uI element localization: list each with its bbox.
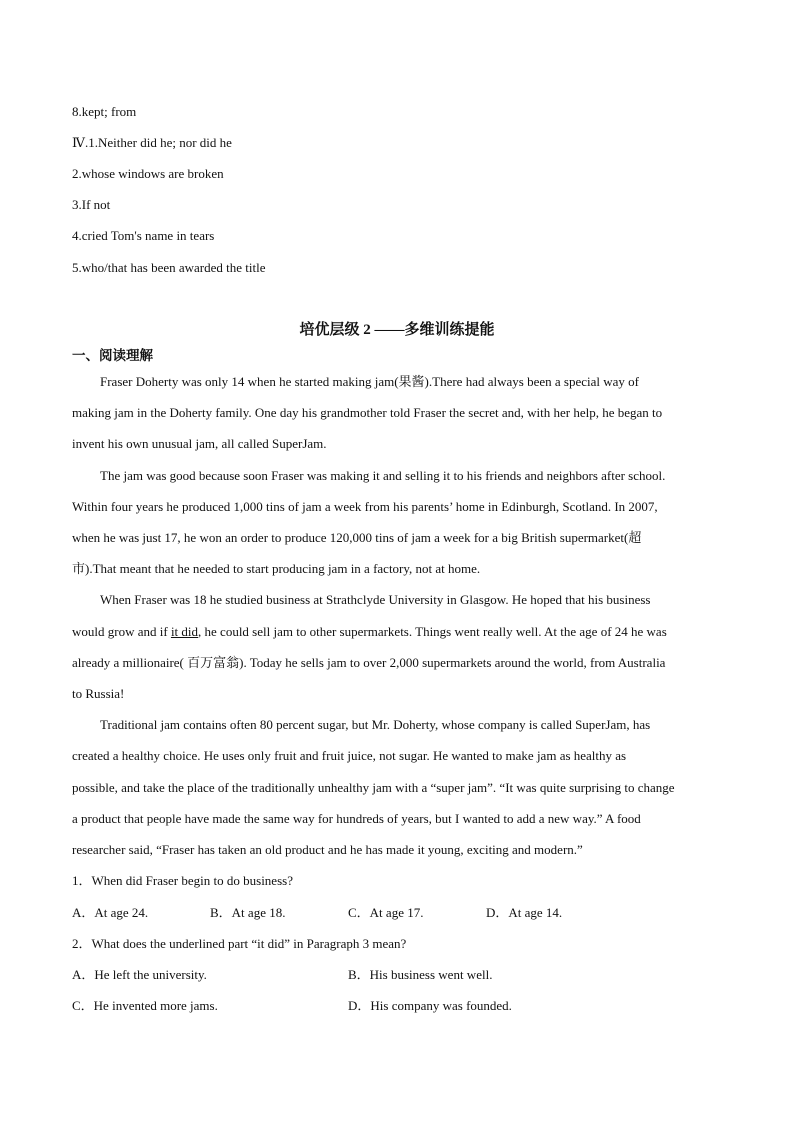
passage-line: already a millionaire( 百万富翁). Today he sells jam to over 2,000 supermarkets around the world, from Australia [72, 655, 666, 670]
answer-line: Ⅳ.1.Neither did he; nor did he [72, 135, 232, 150]
passage-text: , he could sell jam to other supermarkets. Things went really well. At the age of 24 he was [198, 624, 667, 639]
passage-text: would grow and if [72, 624, 171, 639]
passage-line: a product that people have made the same way for hundreds of years, but I wanted to add a new way.” A food [72, 811, 641, 826]
answer-line: 5.who/that has been awarded the title [72, 260, 266, 275]
passage-line: invent his own unusual jam, all called SuperJam. [72, 436, 327, 451]
passage-line: researcher said, “Fraser has taken an old product and he has made it young, exciting and modern.” [72, 842, 583, 857]
passage-line: 市).That meant that he needed to start producing jam in a factory, not at home. [72, 561, 481, 576]
answer-line: 3.If not [72, 197, 111, 212]
answer-line: 8.kept; from [72, 104, 137, 119]
passage-line: Traditional jam contains often 80 percent sugar, but Mr. Doherty, whose company is called SuperJam, has [100, 717, 651, 732]
option-b[interactable]: B．His business went well. [348, 967, 493, 982]
option-d[interactable]: D．His company was founded. [348, 998, 512, 1013]
option-d[interactable]: D．At age 14. [486, 905, 563, 920]
passage-line: making jam in the Doherty family. One day his grandmother told Fraser the secret and, with her help, he began to [72, 405, 663, 420]
section-title: 一、阅读理解 [72, 348, 153, 363]
answer-line: 4.cried Tom's name in tears [72, 228, 215, 243]
passage-line: when he was just 17, he won an order to produce 120,000 tins of jam a week for a big British supermarket(超 [72, 530, 642, 545]
question-stem: 2．What does the underlined part “it did” in Paragraph 3 mean? [72, 936, 407, 951]
passage-line: created a healthy choice. He uses only fruit and fruit juice, not sugar. He wanted to make jam as healthy as [72, 748, 627, 763]
passage-line: Fraser Doherty was only 14 when he started making jam(果酱).There had always been a special way of [100, 374, 639, 389]
option-c[interactable]: C．He invented more jams. [72, 998, 218, 1013]
passage-line: to Russia! [72, 686, 125, 701]
passage-line: The jam was good because soon Fraser was making it and selling it to his friends and neighbors after school. [100, 468, 666, 483]
passage-line: Within four years he produced 1,000 tins of jam a week from his parents’ home in Edinburgh, Scotland. In 2007, [72, 499, 658, 514]
underlined-phrase: it did [170, 624, 199, 639]
answer-line: 2.whose windows are broken [72, 166, 224, 181]
option-c[interactable]: C．At age 17. [348, 905, 424, 920]
option-a[interactable]: A．He left the university. [72, 967, 207, 982]
passage-line: When Fraser was 18 he studied business at Strathclyde University in Glasgow. He hoped that his business [100, 592, 651, 607]
page-title: 培优层级 2 ——多维训练提能 [299, 322, 495, 338]
question-stem: 1．When did Fraser begin to do business? [72, 873, 293, 888]
option-b[interactable]: B．At age 18. [210, 905, 286, 920]
passage-line: possible, and take the place of the traditionally unhealthy jam with a “super jam”. “It was quite surprising to change [72, 780, 675, 795]
option-a[interactable]: A．At age 24. [72, 905, 149, 920]
passage-line [72, 624, 667, 640]
